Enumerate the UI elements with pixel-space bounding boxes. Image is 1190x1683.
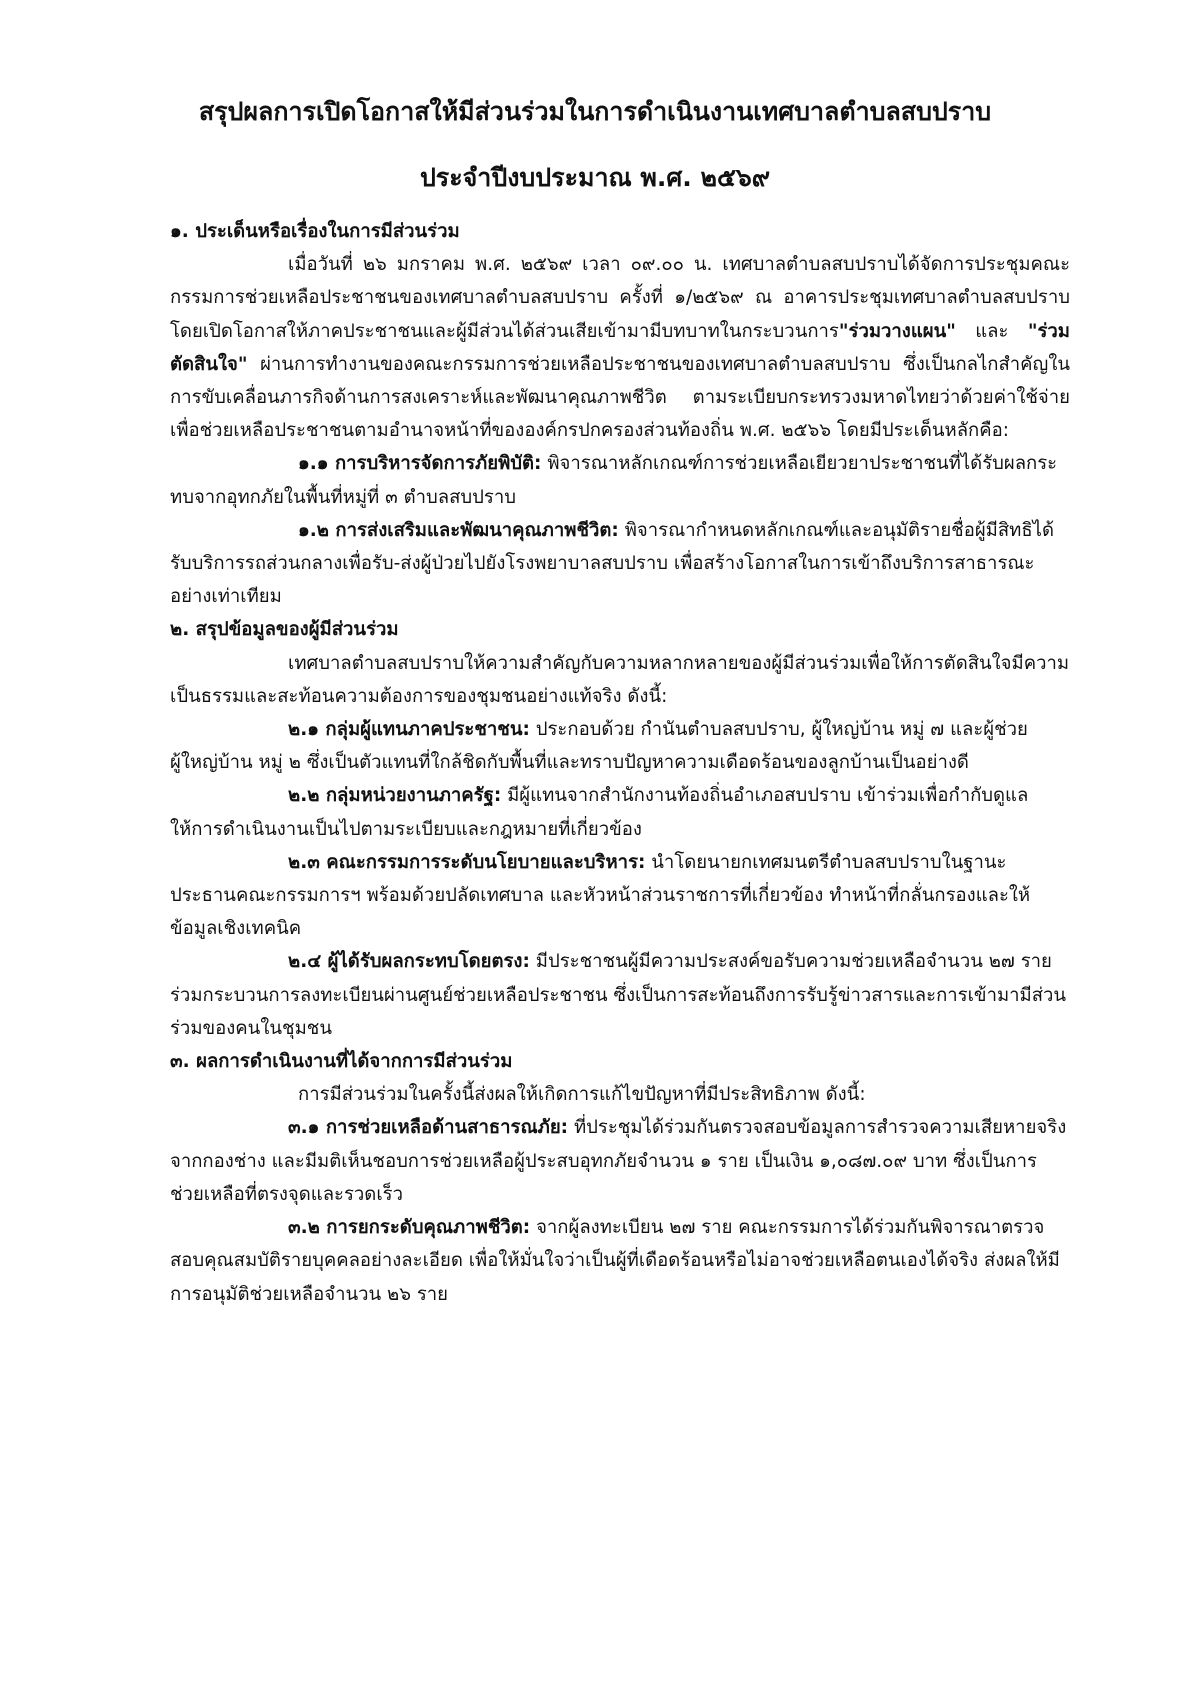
item-2-1: ๒.๑ กลุ่มผู้แทนภาคประชาชน: ประกอบด้วย กำนันตำบลสบปราบ, ผู้ใหญ่บ้าน หมู่ ๗ และผู้ช่วยผู้ใหญ่บ้าน หมู่ ๒ ซึ่งเป็นตัวแทนที่ใกล้ชิดกับพื้นที่และทราบปัญหาความเดือดร้อนของลูกบ้านเป็นอย่างดี <box>170 719 1028 774</box>
item-2-3: ๒.๓ คณะกรรมการระดับนโยบายและบริหาร: นำโดยนายกเทศมนตรีตำบลสบปราบในฐานะประธานคณะกรรมการฯ พร้อมด้วยปลัดเทศบาล และหัวหน้าส่วนราชการที่เกี่ยวข้อง ทำหน้าที่กลั่นกรองและให้ข้อมูลเชิงเทคนิค <box>170 851 1031 940</box>
item-2-2: ๒.๒ กลุ่มหน่วยงานภาครัฐ: มีผู้แทนจากสำนักงานท้องถิ่นอำเภอสบปราบ เข้าร่วมเพื่อกำกับดูแลให้การดำเนินงานเป็นไปตามระเบียบและกฎหมายที่เกี่ยวข้อง <box>170 785 1029 840</box>
section-1-heading: ๑. ประเด็นหรือเรื่องในการมีส่วนร่วม <box>170 221 460 242</box>
section-3-paragraph: การมีส่วนร่วมในครั้งนี้ส่งผลให้เกิดการแก้ไขปัญหาที่มีประสิทธิภาพ ดังนี้: <box>298 1084 866 1106</box>
section-3-heading: ๓. ผลการดำเนินงานที่ได้จากการมีส่วนร่วม <box>170 1051 513 1073</box>
document-subtitle: ประจำปีงบประมาณ พ.ศ. ๒๕๖๙ <box>419 163 771 192</box>
document-body <box>170 215 1070 1311</box>
item-3-2: ๓.๒ การยกระดับคุณภาพชีวิต: จากผู้ลงทะเบียน ๒๗ ราย คณะกรรมการได้ร่วมกันพิจารณาตรวจสอบคุณสมบัติรายบุคคลอย่างละเอียด เพื่อให้มั่นใจว่าเป็นผู้ที่เดือดร้อนหรือไม่อาจช่วยเหลือตนเองได้จริง ส่งผลให้มีการอนุมัติช่วยเหลือจำนวน ๒๖ ราย <box>170 1217 1060 1305</box>
item-2-4: ๒.๔ ผู้ได้รับผลกระทบโดยตรง: มีประชาชนผู้มีความประสงค์ขอรับความช่วยเหลือจำนวน ๒๗ ราย ร่วมกระบวนการลงทะเบียนผ่านศูนย์ช่วยเหลือประชาชน ซึ่งเป็นการสะท้อนถึงการรับรู้ข่าวสารและการเข้ามามีส่วนร่วมของคนในชุมชน <box>170 951 1067 1039</box>
document-title: สรุปผลการเปิดโอกาสให้มีส่วนร่วมในการดำเนินงานเทศบาลตำบลสบปราบ <box>198 97 992 126</box>
item-1-2: ๑.๒ การส่งเสริมและพัฒนาคุณภาพชีวิต: พิจารณากำหนดหลักเกณฑ์และอนุมัติรายชื่อผู้มีสิทธิได้รับบริการรถส่วนกลางเพื่อรับ-ส่งผู้ป่วยไปยังโรงพยาบาลสบปราบ เพื่อสร้างโอกาสในการเข้าถึงบริการสาธารณะอย่างเท่าเทียม <box>170 519 1054 608</box>
item-1-1: ๑.๑ การบริหารจัดการภัยพิบัติ: พิจารณาหลักเกณฑ์การช่วยเหลือเยียวยาประชาชนที่ได้รับผลกระทบจากอุทกภัยในพื้นที่หมู่ที่ ๓ ตำบลสบปราบ <box>170 453 1058 508</box>
section-2-heading: ๒. สรุปข้อมูลของผู้มีส่วนร่วม <box>170 619 399 641</box>
section-1-paragraph: เมื่อวันที่ ๒๖ มกราคม พ.ศ. ๒๕๖๙ เวลา ๐๙.๐๐ น. เทศบาลตำบลสบปราบได้จัดการประชุมคณะกรรมการช่วยเหลือประชาชนของเทศบาลตำบลสบปราบ ครั้งที่ ๑/๒๕๖๙ ณ อาคารประชุมเทศบาลตำบลสบปราบ โดยเปิดโอกาสให้ภาคประชาชนและผู้มีส่วนได้ส่วนเสียเข้ามามีบทบาทในกระบวนการ"ร่วมวางแผน" และ "ร่วมตัดสินใจ" ผ่านการทำงานของคณะกรรมการช่วยเหลือประชาชนของเทศบาลตำบลสบปราบ ซึ่งเป็นกลไกสำคัญในการขับเคลื่อนภารกิจด้านการสงเคราะห์และพัฒนาคุณภาพชีวิต ตามระเบียบกระทรวงมหาดไทยว่าด้วยค่าใช้จ่ายเพื่อช่วยเหลือประชาชนตามอำนาจหน้าที่ขององค์กรปกครองส่วนท้องถิ่น พ.ศ. ๒๕๖๖ โดยมีประเด็นหลักคือ: <box>170 254 1070 442</box>
section-2-paragraph: เทศบาลตำบลสบปราบให้ความสำคัญกับความหลากหลายของผู้มีส่วนร่วมเพื่อให้การตัดสินใจมีความเป็นธรรมและสะท้อนความต้องการของชุมชนอย่างแท้จริง ดังนี้: <box>170 652 1070 707</box>
item-3-1: ๓.๑ การช่วยเหลือด้านสาธารณภัย: ที่ประชุมได้ร่วมกันตรวจสอบข้อมูลการสำรวจความเสียหายจริงจากกองช่าง และมีมติเห็นชอบการช่วยเหลือผู้ประสบอุทกภัยจำนวน ๑ ราย เป็นเงิน ๑,๐๘๗.๐๙ บาท ซึ่งเป็นการช่วยเหลือที่ตรงจุดและรวดเร็ว <box>170 1117 1067 1205</box>
